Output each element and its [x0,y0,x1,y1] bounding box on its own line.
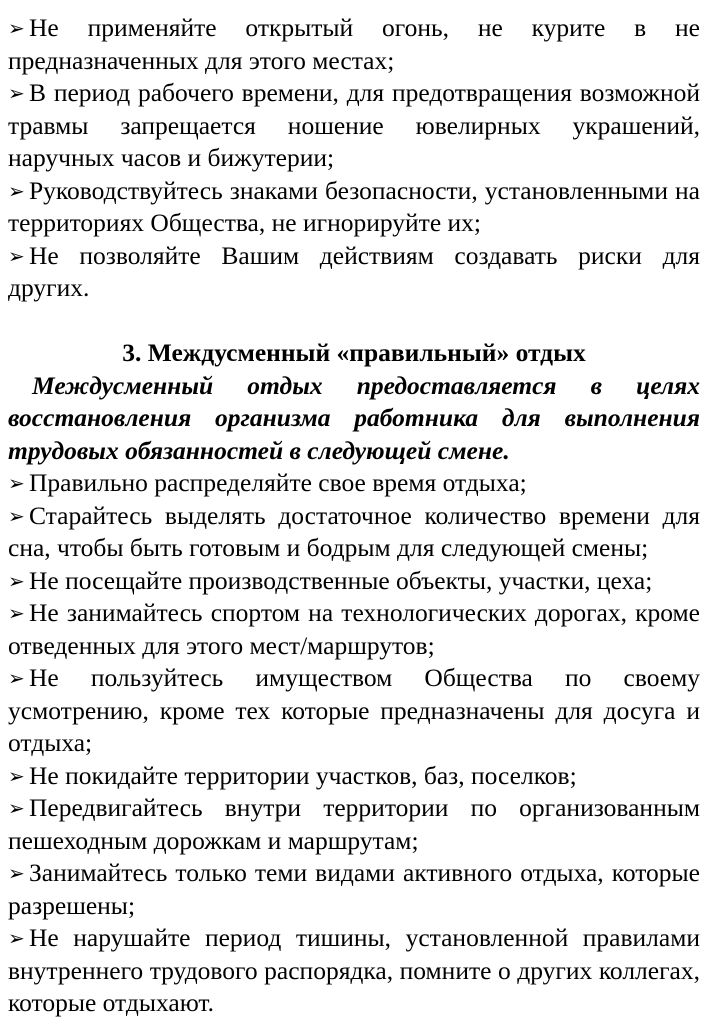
arrowhead-bullet-icon: ➢ [8,796,25,820]
list-item-text: Руководствуйтесь знаками безопасности, установленными на территориях Общества, не игнорируйте их; [8,175,700,237]
list-item [8,500,700,565]
arrowhead-bullet-icon: ➢ [8,16,25,40]
blank-line [8,305,700,338]
list-item-text: Правильно распределяйте свое время отдыха; [29,468,527,497]
list-item [8,857,700,922]
list-item [8,175,700,240]
arrowhead-bullet-icon: ➢ [8,471,25,495]
list-item-text: Не позволяйте Вашим действиям создавать риски для других. [8,240,700,302]
list-item-text: Старайтесь выделять достаточное количество времени для сна, чтобы быть готовым и бодрым для следующей смены; [8,500,700,562]
list-item-text: Не нарушайте период тишины, установленной правилами внутреннего трудового распорядка, помните о других коллегах, которые отдыхают. [8,923,700,1017]
arrowhead-bullet-icon: ➢ [8,178,25,203]
list-item [8,760,700,793]
list-item [8,565,700,598]
list-item [8,12,700,77]
list-item [8,922,700,1020]
list-item-text: Не занимайтесь спортом на технологических дорогах, кроме отведенных для этого мест/маршрутов; [8,598,700,660]
arrowhead-bullet-icon: ➢ [8,601,25,625]
list-item [8,792,700,857]
section-intro: Междусменный отдых предоставляется в целях восстановления организма работника для выполнения трудовых обязанностей в следующей смене. [8,370,700,465]
section-heading: 3. Междусменный «правильный» отдых [122,338,586,367]
list-item [8,597,700,662]
arrowhead-bullet-icon: ➢ [8,763,25,788]
list-item [8,467,700,500]
list-item-text: Не применяйте открытый огонь, не курите в не предназначенных для этого местах; [8,13,700,75]
arrowhead-bullet-icon: ➢ [8,666,25,690]
document-page [8,12,700,1020]
list-item-text: Не покидайте территории участков, баз, поселков; [29,760,577,790]
list-item [8,77,700,175]
arrowhead-bullet-icon: ➢ [8,861,25,885]
arrowhead-bullet-icon: ➢ [8,503,25,528]
list-item [8,240,700,305]
arrowhead-bullet-icon: ➢ [8,568,25,593]
arrowhead-bullet-icon: ➢ [8,926,25,950]
arrowhead-bullet-icon: ➢ [8,243,25,268]
list-item-text: В период рабочего времени, для предотвращения возможной травмы запрещается ношение ювелирных украшений, наручных часов и бижутерии; [8,78,700,172]
list-item-text: Не пользуйтесь имуществом Общества по своему усмотрению, кроме тех которые предназначены для досуга и отдыха; [8,663,700,757]
list-item [8,662,700,760]
arrowhead-bullet-icon: ➢ [8,81,25,105]
list-item-text: Передвигайтесь внутри территории по организованным пешеходным дорожкам и маршрутам; [8,793,700,855]
list-item-text: Не посещайте производственные объекты, участки, цеха; [29,565,653,595]
list-item-text: Занимайтесь только теми видами активного отдыха, которые разрешены; [8,858,700,920]
